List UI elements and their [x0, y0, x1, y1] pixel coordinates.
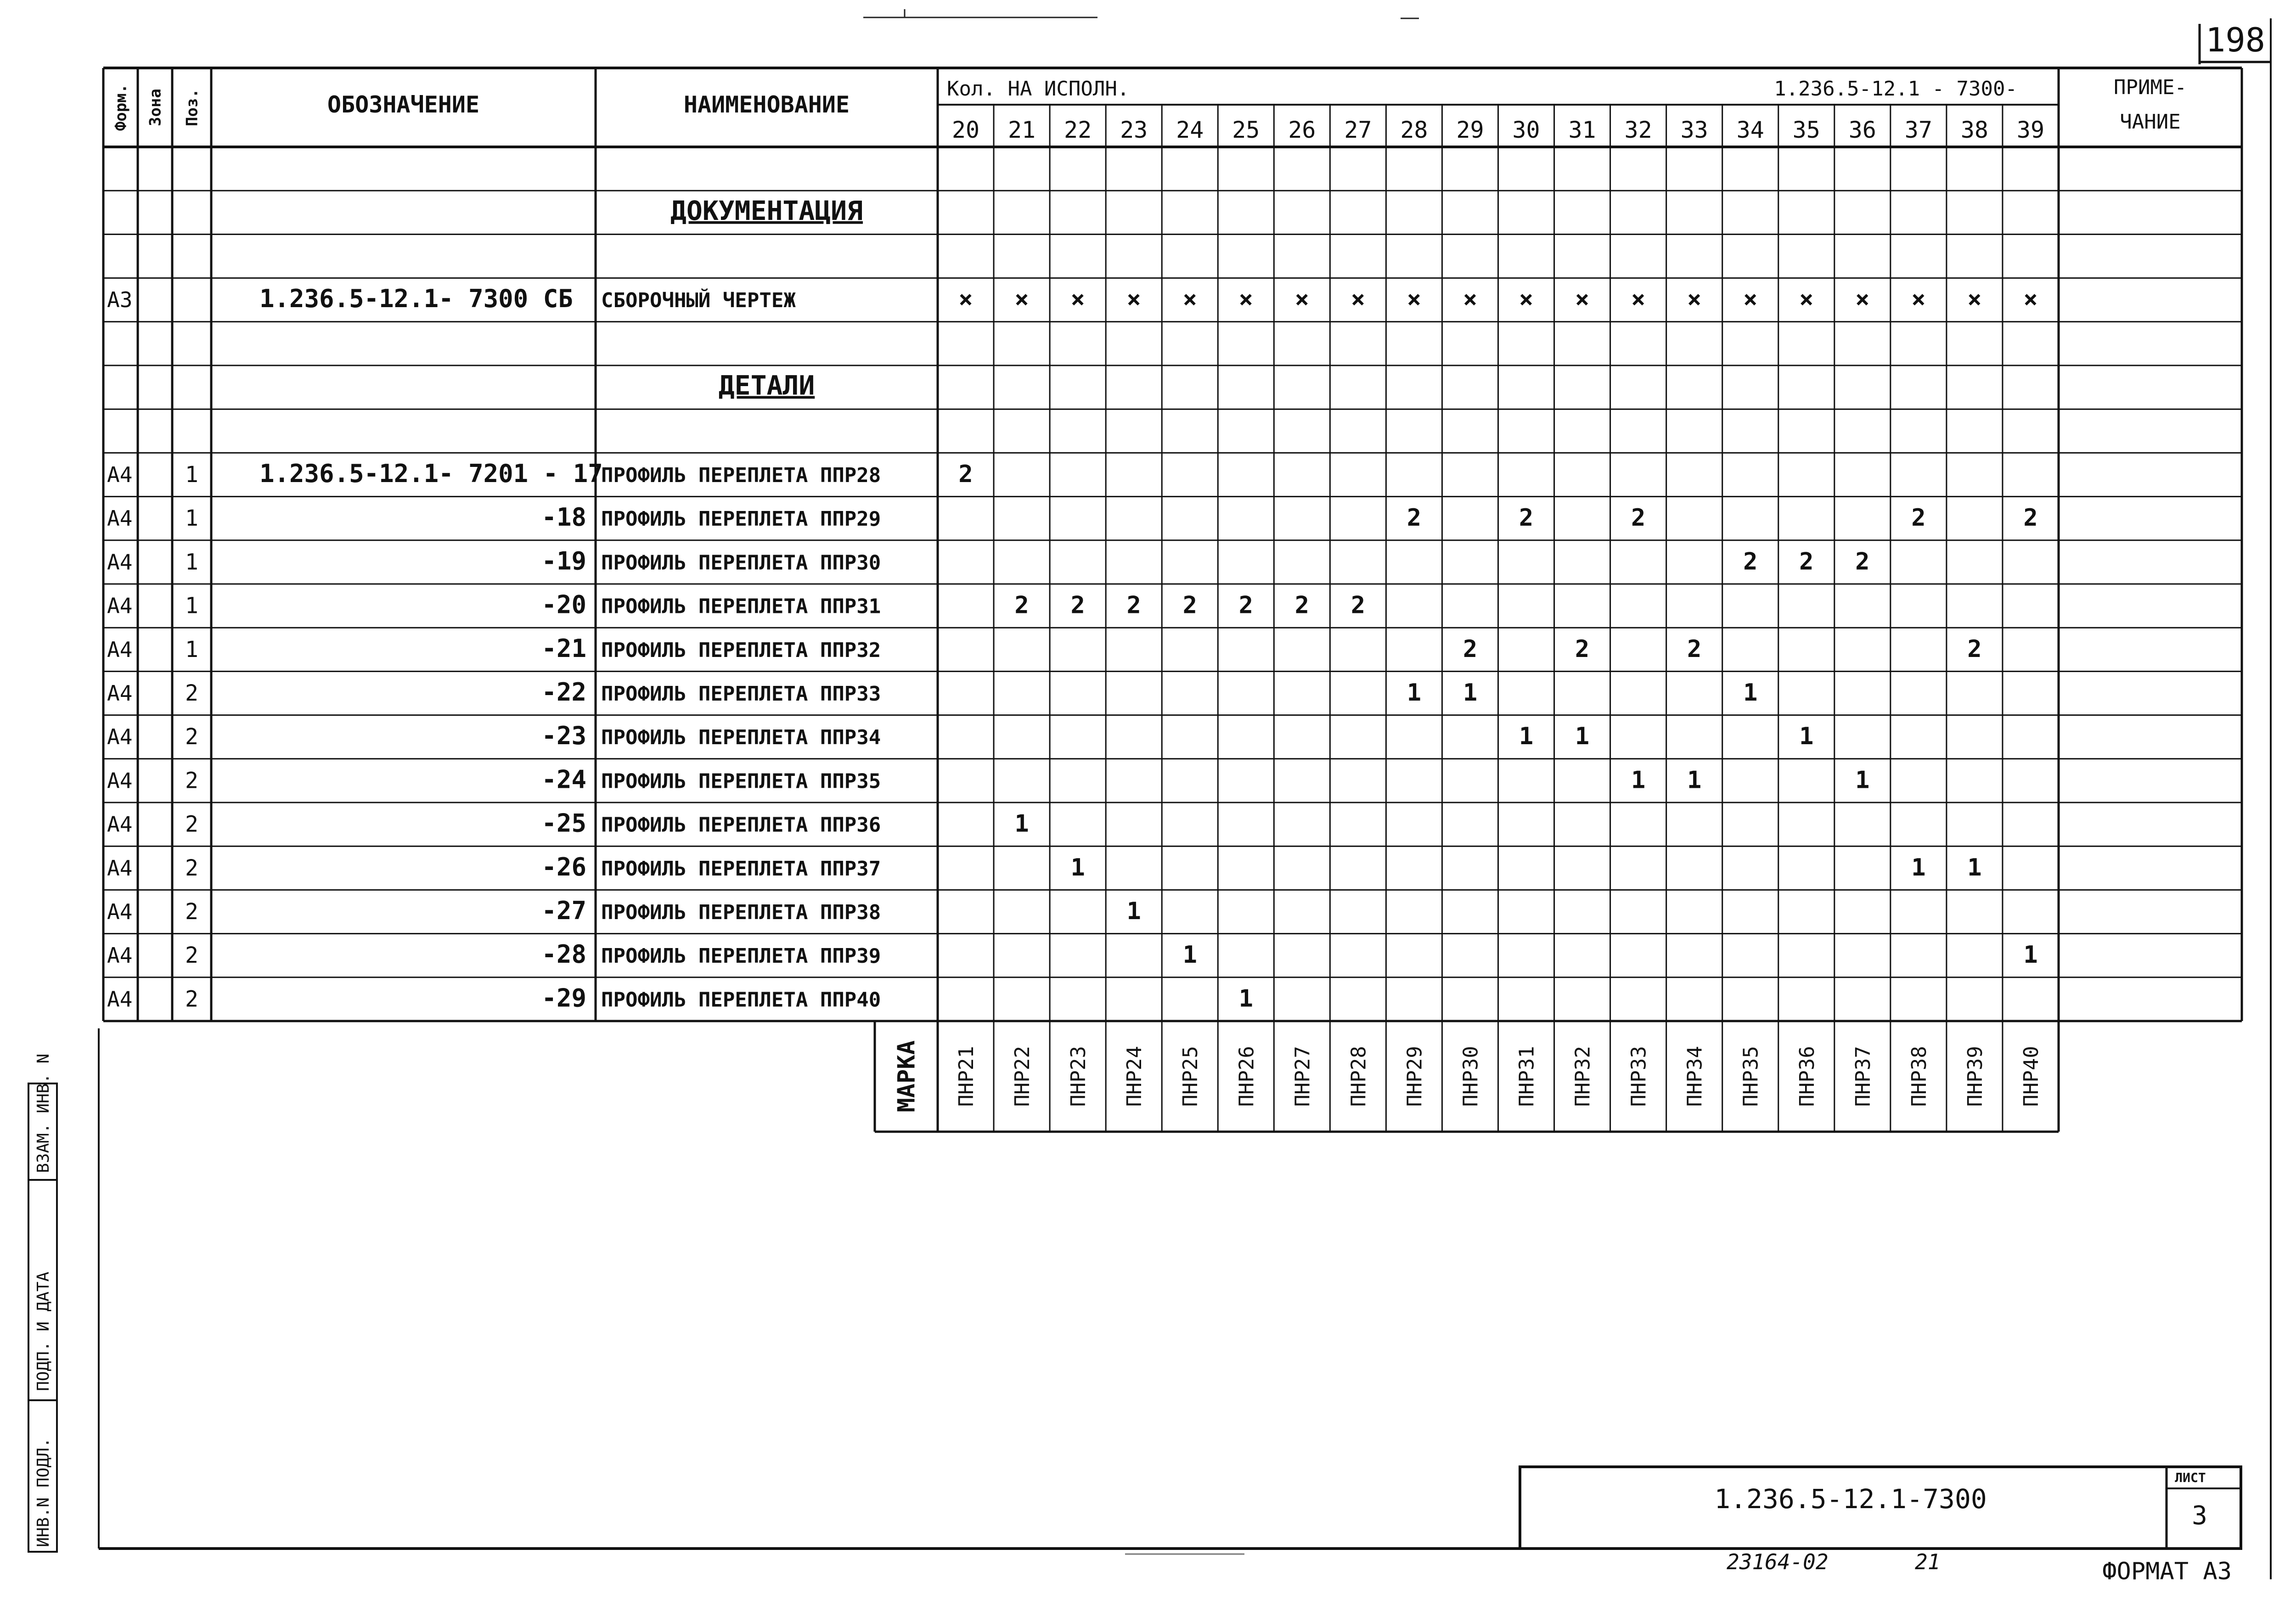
marka-row [893, 1040, 2043, 1112]
cell-designation: -29 [541, 983, 586, 1013]
cell-quantity: 2 [1014, 591, 1029, 619]
cell-quantity: 1 [1799, 723, 1814, 751]
cell-quantity: × [1294, 286, 1309, 314]
header-designation: ОБОЗНАЧЕНИЕ [327, 91, 480, 118]
cell-name: ПРОФИЛЬ ПЕРЕПЛЕТА ППР40 [601, 988, 881, 1012]
variant-number: 38 [1960, 117, 1989, 143]
title-block-code: 1.236.5-12.1-7300 [1714, 1483, 1987, 1515]
cell-format: A4 [107, 681, 133, 706]
cell-quantity: 2 [1519, 504, 1534, 532]
marka-value: ПНР32 [1571, 1046, 1595, 1107]
cell-position: 2 [185, 943, 198, 969]
variant-number: 20 [951, 117, 980, 143]
cell-designation: -26 [541, 852, 586, 881]
header-note-line2: ЧАНИЕ [2120, 110, 2181, 134]
marka-value: ПНР29 [1403, 1046, 1427, 1107]
cell-format: A4 [107, 855, 133, 881]
cell-quantity: 2 [1463, 635, 1478, 663]
cell-quantity: × [1014, 286, 1029, 314]
top-sheet-number [2200, 18, 2271, 1579]
cell-name: ПРОФИЛЬ ПЕРЕПЛЕТА ППР38 [601, 901, 881, 924]
marka-value: ПНР38 [1907, 1046, 1931, 1107]
cell-format: A4 [107, 637, 133, 662]
archive-suffix: 21 [1915, 1549, 1941, 1574]
cell-quantity: 2 [1911, 504, 1926, 532]
cell-quantity: × [1575, 286, 1590, 314]
format-label: ФОРМАТ А3 [2102, 1558, 2232, 1585]
cell-quantity: × [1911, 286, 1926, 314]
cell-designation: 1.236.5-12.1- 7201 - 17 [259, 459, 603, 488]
marka-value: ПНР24 [1123, 1046, 1147, 1107]
marka-value: ПНР33 [1627, 1046, 1651, 1107]
title-block-sheet-label: ЛИСТ [2175, 1470, 2206, 1485]
cell-name: ПРОФИЛЬ ПЕРЕПЛЕТА ППР37 [601, 857, 881, 881]
cell-quantity: 1 [1687, 766, 1702, 794]
marka-value: ПНР21 [955, 1046, 979, 1107]
variant-number: 27 [1344, 117, 1372, 143]
cell-quantity: × [1070, 286, 1085, 314]
cell-format: A4 [107, 462, 133, 487]
cell-format: A4 [107, 943, 133, 968]
variant-number: 33 [1680, 117, 1708, 143]
cell-name: ПРОФИЛЬ ПЕРЕПЛЕТА ППР34 [601, 726, 881, 750]
archive-number: 23164-02 [1727, 1549, 1829, 1574]
table-row [107, 459, 973, 488]
cell-quantity: × [1743, 286, 1758, 314]
marka-value: ПНР25 [1179, 1046, 1203, 1107]
marka-value: ПНР30 [1459, 1046, 1483, 1107]
cell-quantity: × [1238, 286, 1253, 314]
cell-format: A4 [107, 550, 133, 575]
cell-designation: -22 [541, 678, 586, 707]
cell-position: 2 [185, 899, 198, 925]
cell-name: ПРОФИЛЬ ПЕРЕПЛЕТА ППР35 [601, 769, 881, 793]
cell-position: 1 [185, 636, 198, 662]
header-note-line1: ПРИМЕ- [2114, 76, 2187, 99]
cell-quantity: 1 [1070, 853, 1085, 881]
marka-label: МАРКА [893, 1040, 921, 1112]
table-row [107, 809, 1029, 838]
cell-quantity: 2 [1182, 591, 1197, 619]
cell-position: 2 [185, 724, 198, 750]
cell-designation: 1.236.5-12.1- 7300 СБ [259, 284, 573, 314]
cell-position: 1 [185, 593, 198, 619]
cell-quantity: 2 [2023, 504, 2038, 532]
header-name: НАИМЕНОВАНИЕ [683, 91, 850, 118]
cell-designation: -27 [541, 896, 586, 925]
cell-quantity: × [1631, 286, 1646, 314]
section-title: ДОКУМЕНТАЦИЯ [670, 195, 863, 226]
side-stamp [28, 1054, 57, 1552]
cell-name: ПРОФИЛЬ ПЕРЕПЛЕТА ППР30 [601, 551, 881, 575]
cell-position: 1 [185, 505, 198, 532]
cell-format: A4 [107, 899, 133, 924]
header-qty-code: 1.236.5-12.1 - 7300- [1774, 77, 2017, 101]
table-row [107, 853, 1982, 881]
cell-name: ПРОФИЛЬ ПЕРЕПЛЕТА ППР36 [601, 813, 881, 837]
variant-number: 23 [1120, 117, 1148, 143]
cell-quantity: 2 [1743, 548, 1758, 576]
cell-quantity: 1 [1519, 723, 1534, 751]
cell-quantity: 1 [1126, 898, 1141, 925]
variant-number: 37 [1904, 117, 1932, 143]
cell-quantity: × [1687, 286, 1702, 314]
table-row [107, 634, 1982, 663]
cell-quantity: × [1463, 286, 1478, 314]
cell-quantity: 2 [958, 460, 973, 488]
cell-name: ПРОФИЛЬ ПЕРЕПЛЕТА ППР28 [601, 464, 881, 487]
variant-number: 25 [1232, 117, 1260, 143]
cell-quantity: 2 [1799, 548, 1814, 576]
variant-number: 29 [1456, 117, 1484, 143]
footer [1727, 1549, 2232, 1585]
header-position: Поз. [183, 89, 202, 126]
side-stamp-vzam-inv: ВЗАМ. ИНВ. N [34, 1053, 53, 1173]
cell-quantity: 2 [1575, 635, 1590, 663]
cell-quantity: × [958, 286, 973, 314]
section-row [719, 370, 815, 401]
variant-number: 21 [1007, 117, 1036, 143]
cell-format: A4 [107, 593, 133, 618]
cell-quantity: 1 [1575, 723, 1590, 751]
cell-designation: -23 [541, 721, 586, 751]
cell-designation: -24 [541, 765, 586, 794]
table-row [107, 721, 1813, 750]
cell-quantity: 1 [1182, 941, 1197, 969]
cell-quantity: × [1182, 286, 1197, 314]
marka-value: ПНР28 [1347, 1046, 1371, 1107]
cell-quantity: 2 [1351, 591, 1366, 619]
table-row [107, 896, 1141, 925]
cell-format: A4 [107, 812, 133, 837]
variant-number: 30 [1512, 117, 1540, 143]
cell-quantity: 2 [1070, 591, 1085, 619]
table-row [107, 503, 2038, 532]
cell-quantity: 1 [1911, 853, 1926, 881]
variant-number: 32 [1624, 117, 1652, 143]
marka-value: ПНР39 [1963, 1046, 1987, 1107]
cell-name: ПРОФИЛЬ ПЕРЕПЛЕТА ППР33 [601, 682, 881, 706]
cell-designation: -25 [541, 808, 586, 838]
cell-name: СБОРОЧНЫЙ ЧЕРТЕЖ [601, 289, 796, 313]
section-title: ДЕТАЛИ [718, 370, 815, 401]
cell-name: ПРОФИЛЬ ПЕРЕПЛЕТА ППР32 [601, 638, 881, 662]
cell-quantity: × [1967, 286, 1982, 314]
cell-name: ПРОФИЛЬ ПЕРЕПЛЕТА ППР29 [601, 507, 881, 531]
cell-quantity: × [1519, 286, 1534, 314]
header-qty-label: Кол. НА ИСПОЛН. [947, 77, 1130, 101]
variant-number: 28 [1400, 117, 1428, 143]
variant-number: 34 [1736, 117, 1764, 143]
spec-table-grid [103, 68, 2242, 1132]
cell-quantity: 2 [1294, 591, 1309, 619]
cell-position: 1 [185, 549, 198, 575]
cell-designation: -20 [541, 590, 586, 619]
cell-quantity: × [1351, 286, 1366, 314]
header-format: Форм. [112, 84, 130, 131]
table-row [107, 983, 1253, 1012]
cell-position: 2 [185, 986, 198, 1012]
marka-value: ПНР40 [2019, 1046, 2043, 1107]
table-row [107, 940, 2038, 969]
cell-position: 2 [185, 811, 198, 837]
marka-value: ПНР36 [1795, 1046, 1819, 1107]
cell-quantity: 1 [2023, 941, 2038, 969]
cell-name: ПРОФИЛЬ ПЕРЕПЛЕТА ППР39 [601, 944, 881, 968]
marka-value: ПНР37 [1851, 1046, 1875, 1107]
table-row [107, 765, 1869, 794]
marka-value: ПНР27 [1291, 1046, 1315, 1107]
variant-number: 39 [2016, 117, 2045, 143]
cell-quantity: 1 [1631, 766, 1646, 794]
cell-quantity: 2 [1238, 591, 1253, 619]
variant-number: 36 [1848, 117, 1876, 143]
top-sheet-number-text: 198 [2205, 21, 2266, 59]
cell-position: 2 [185, 768, 198, 794]
side-stamp-inv-podl: ИНВ.N ПОДЛ. [34, 1437, 53, 1547]
variant-number: 31 [1568, 117, 1596, 143]
variant-number: 26 [1288, 117, 1316, 143]
cell-quantity: 2 [1407, 504, 1422, 532]
cell-quantity: 1 [1855, 766, 1870, 794]
section-row [670, 195, 863, 226]
cell-quantity: 2 [1687, 635, 1702, 663]
cell-position: 1 [185, 462, 198, 488]
cell-quantity: 2 [1126, 591, 1141, 619]
cell-quantity: 1 [1407, 679, 1422, 707]
cell-quantity: × [1855, 286, 1870, 314]
cell-format: A4 [107, 506, 133, 531]
table-row [107, 546, 1869, 575]
cell-designation: -18 [541, 503, 586, 532]
cell-name: ПРОФИЛЬ ПЕРЕПЛЕТА ППР31 [601, 595, 881, 618]
cell-format: A3 [107, 287, 133, 313]
cell-designation: -19 [541, 546, 586, 576]
marka-value: ПНР26 [1235, 1046, 1259, 1107]
cell-quantity: × [1407, 286, 1422, 314]
cell-quantity: 1 [1463, 679, 1478, 707]
title-block [1520, 1467, 2241, 1549]
title-block-sheet-number: 3 [2192, 1501, 2207, 1531]
cell-quantity: 1 [1014, 810, 1029, 838]
cell-quantity: 2 [1967, 635, 1982, 663]
variant-number: 24 [1176, 117, 1204, 143]
marka-value: ПНР34 [1683, 1046, 1707, 1107]
variant-number: 22 [1064, 117, 1092, 143]
cell-format: A4 [107, 724, 133, 750]
cell-position: 2 [185, 680, 198, 706]
cell-quantity: 1 [1967, 853, 1982, 881]
cell-position: 2 [185, 855, 198, 881]
table-row [107, 284, 2038, 313]
cell-quantity: × [1126, 286, 1141, 314]
variant-number: 35 [1792, 117, 1820, 143]
cell-quantity: 1 [1238, 985, 1253, 1013]
cell-format: A4 [107, 987, 133, 1012]
cell-designation: -21 [541, 634, 586, 663]
marka-value: ПНР31 [1515, 1046, 1539, 1107]
marka-value: ПНР22 [1011, 1046, 1035, 1107]
cell-quantity: × [1799, 286, 1814, 314]
marka-value: ПНР23 [1067, 1046, 1091, 1107]
cell-designation: -28 [541, 940, 586, 969]
cell-format: A4 [107, 768, 133, 793]
table-row [107, 590, 1365, 619]
cell-quantity: 1 [1743, 679, 1758, 707]
cell-quantity: 2 [1855, 548, 1870, 576]
table-row [107, 678, 1757, 707]
side-stamp-podp-data: ПОДП. И ДАТА [34, 1271, 53, 1391]
header-zone: Зона [146, 89, 165, 126]
marka-value: ПНР35 [1739, 1046, 1763, 1107]
cell-quantity: 2 [1631, 504, 1646, 532]
cell-quantity: × [2023, 286, 2038, 314]
